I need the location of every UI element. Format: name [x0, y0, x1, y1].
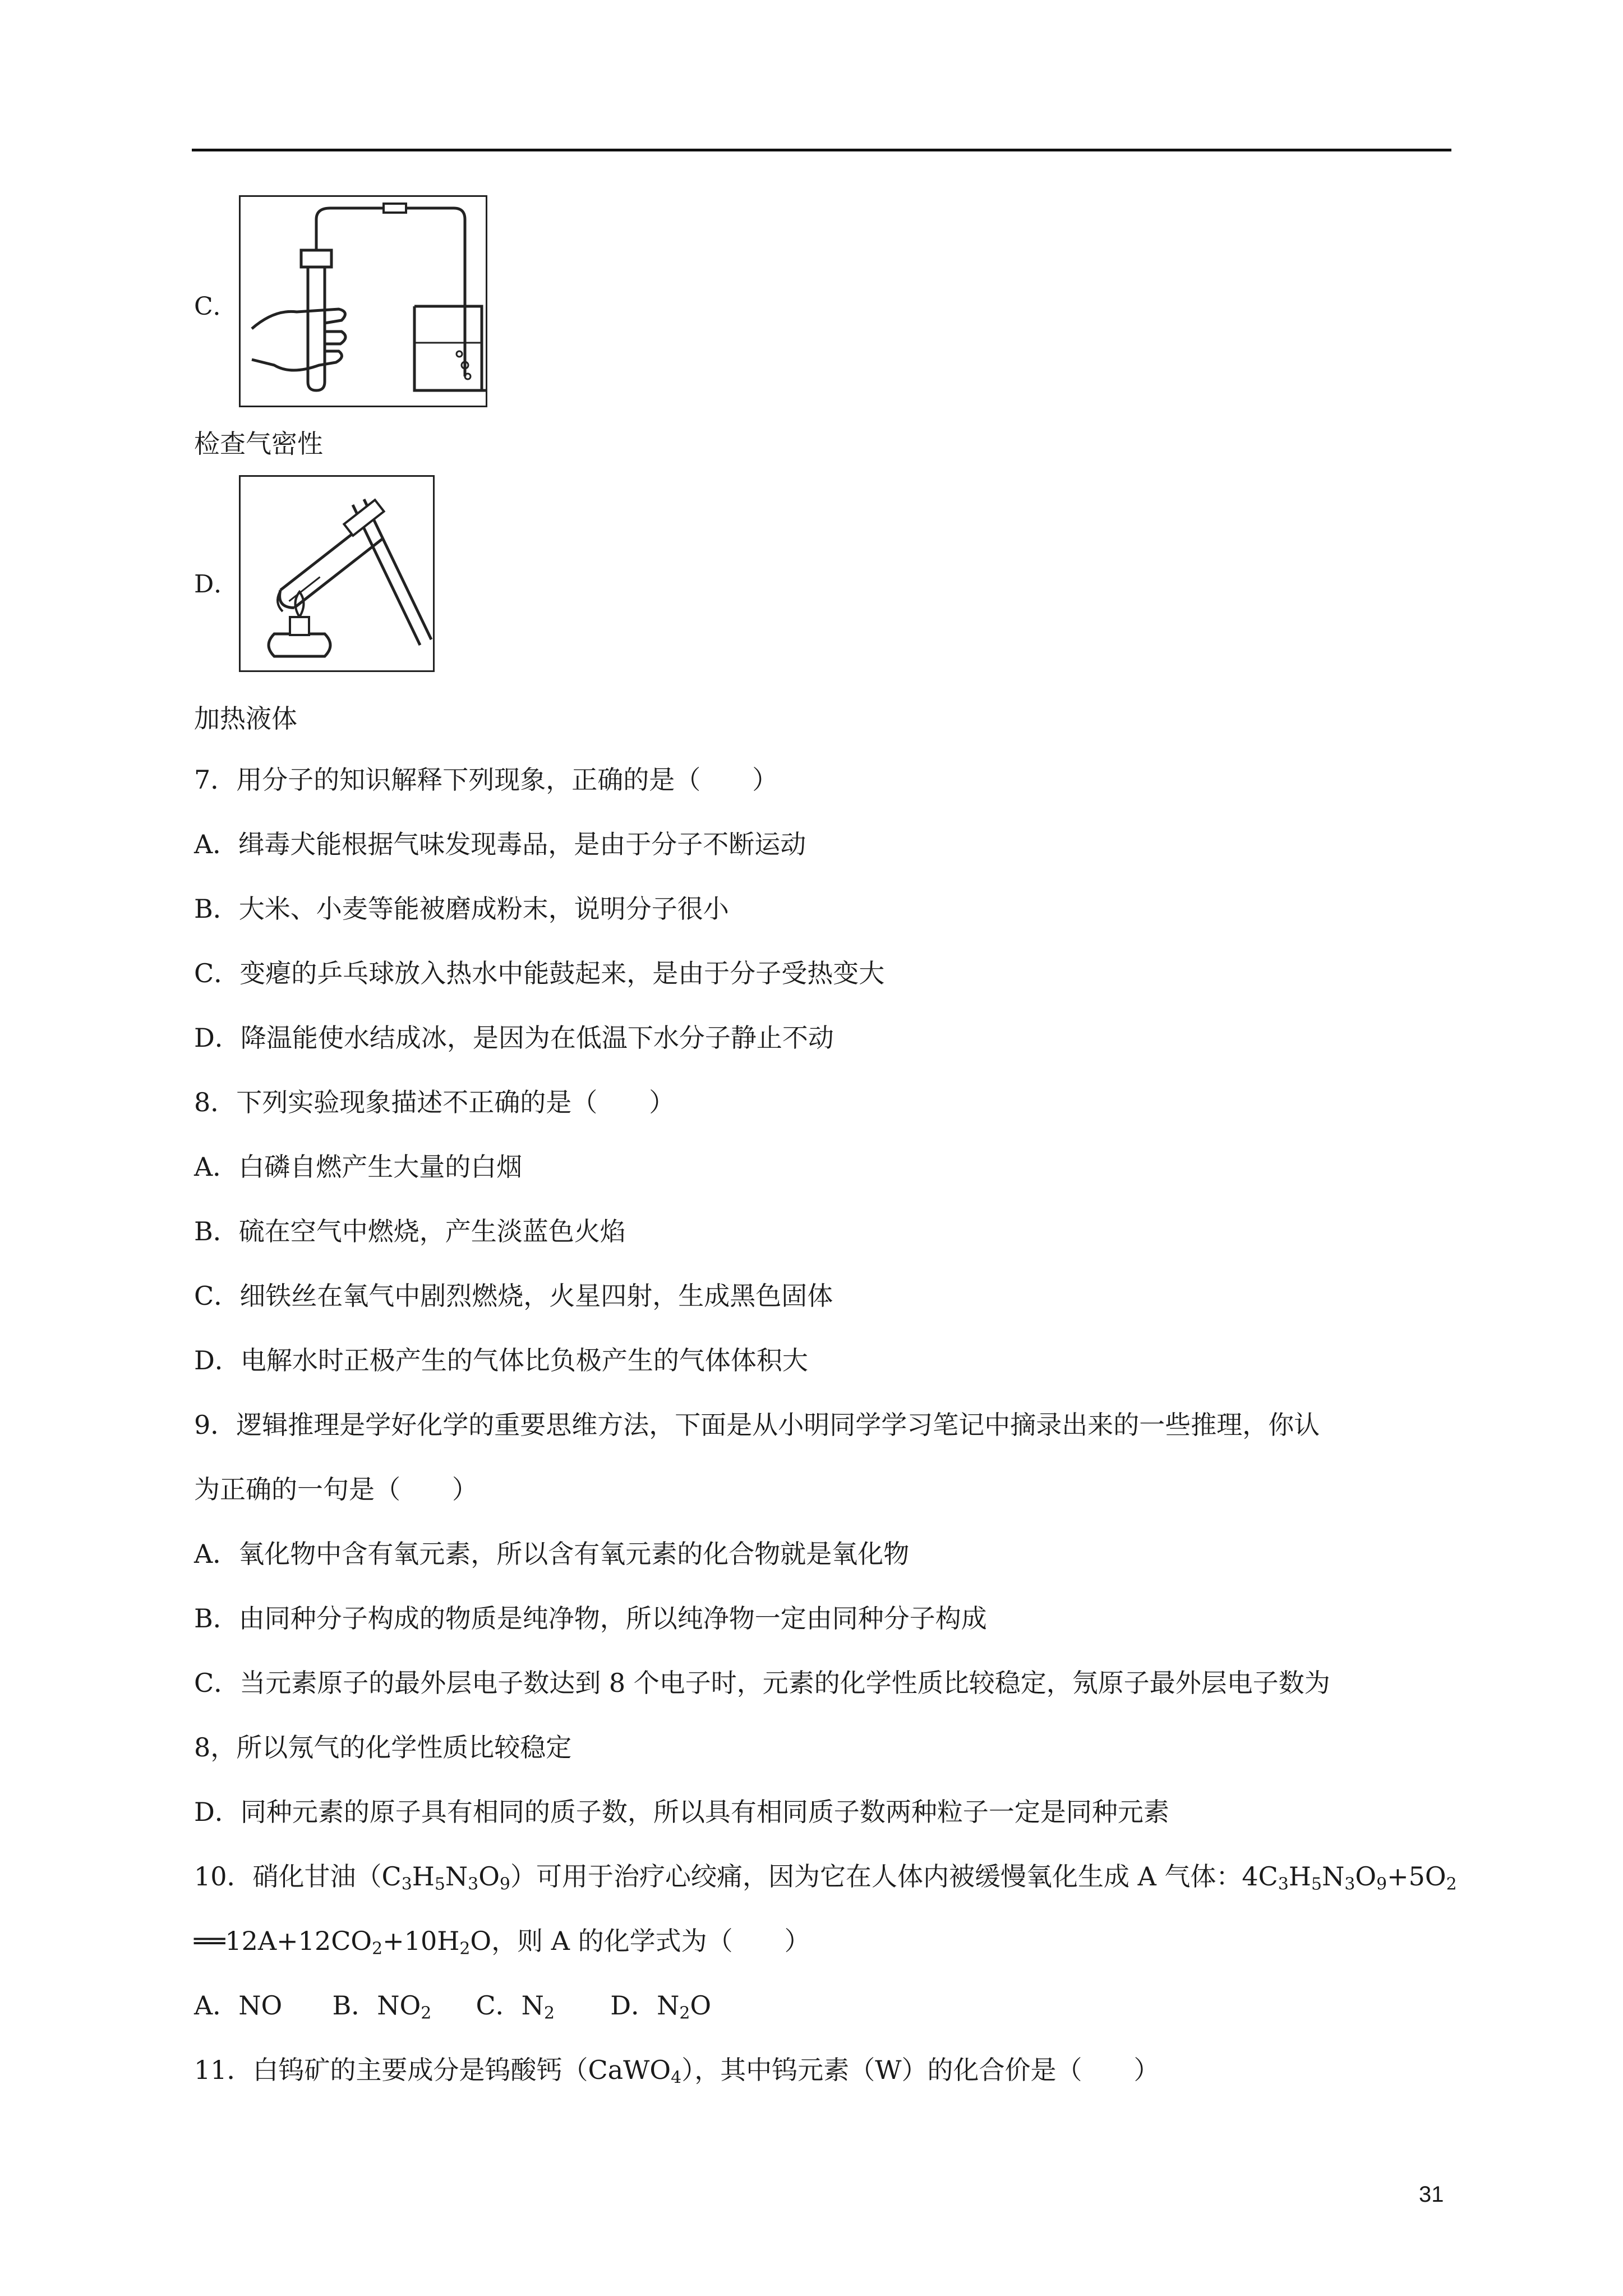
- question-10-option-b: B．$NO_2$: [332, 1990, 432, 2023]
- question-9-option-a: A．氧化物中含有氧元素，所以含有氧元素的化合物就是氧化物: [194, 1539, 910, 1569]
- question-7-option-b: B．大米、小麦等能被磨成粉末，说明分子很小: [194, 894, 729, 924]
- question-7-option-c: C．变瘪的乒乓球放入热水中能鼓起来，是由于分子受热变大: [194, 958, 885, 988]
- question-8-option-c: C．细铁丝在氧气中剧烈燃烧，火星四射，生成黑色固体: [194, 1281, 833, 1311]
- question-10-option-a: A．NO: [194, 1990, 283, 2021]
- question-7-option-a: A．缉毒犬能根据气味发现毒品，是由于分子不断运动: [194, 829, 806, 859]
- heating-liquid-icon: [241, 477, 433, 670]
- question-9-option-d: D．同种元素的原子具有相同的质子数，所以具有相同质子数两种粒子一定是同种元素: [194, 1797, 1169, 1827]
- question-9-option-c-line-1: C．当元素原子的最外层电子数达到 8 个电子时，元素的化学性质比较稳定，氖原子最外层电子数为: [194, 1668, 1330, 1698]
- question-9-option-c-line-2: 8，所以氖气的化学性质比较稳定: [194, 1732, 572, 1763]
- question-9-stem-line-1: 9．逻辑推理是学好化学的重要思维方法，下面是从小明同学学习笔记中摘录出来的一些推理，你认: [194, 1410, 1320, 1440]
- question-10-stem: 10．硝化甘油$(C_3H_5N_3O_9)$可用于治疗心绞痛，因为它在人体内被缓慢氧化生成 A 气体：$4C_3H_5N_3O_9+5O_2$: [194, 1861, 1457, 1894]
- question-10-option-d: D．$N_2O$: [610, 1990, 712, 2023]
- question-7-option-d: D．降温能使水结成冰，是因为在低温下水分子静止不动: [194, 1023, 834, 1053]
- option-d-label: D．: [194, 570, 239, 599]
- figure-d-caption: 加热液体: [194, 703, 297, 734]
- airtightness-check-icon: [241, 197, 486, 406]
- question-8-option-d: D．电解水时正极产生的气体比负极产生的气体体积大: [194, 1345, 808, 1375]
- airtightness-check-figure: [239, 195, 487, 407]
- question-8-option-a: A．白磷自燃产生大量的白烟: [194, 1152, 523, 1182]
- question-8-stem: 8．下列实验现象描述不正确的是（ ）: [194, 1087, 675, 1117]
- question-10-equation: $══12A+12CO_2+10H_2O$，则 A 的化学式为（ ）: [194, 1926, 810, 1959]
- question-9-option-b: B．由同种分子构成的物质是纯净物，所以纯净物一定由同种分子构成: [194, 1603, 987, 1634]
- page-number: 31: [1419, 2182, 1444, 2207]
- question-10-option-c: C．$N_2$: [476, 1990, 555, 2023]
- question-11-stem: 11．白钨矿的主要成分是钨酸钙（CaWO$_4$），其中钨元素（W）的化合价是（ ）: [194, 2055, 1160, 2088]
- option-c-label: C．: [194, 292, 238, 321]
- question-7-stem: 7．用分子的知识解释下列现象，正确的是（ ）: [194, 765, 778, 795]
- question-9-stem-line-2: 为正确的一句是（ ）: [194, 1474, 478, 1504]
- heating-liquid-figure: [239, 475, 435, 672]
- figure-c-caption: 检查气密性: [194, 429, 323, 459]
- question-8-option-b: B．硫在空气中燃烧，产生淡蓝色火焰: [194, 1216, 626, 1246]
- question-10-options: [194, 1989, 711, 2030]
- header-rule: [192, 149, 1451, 151]
